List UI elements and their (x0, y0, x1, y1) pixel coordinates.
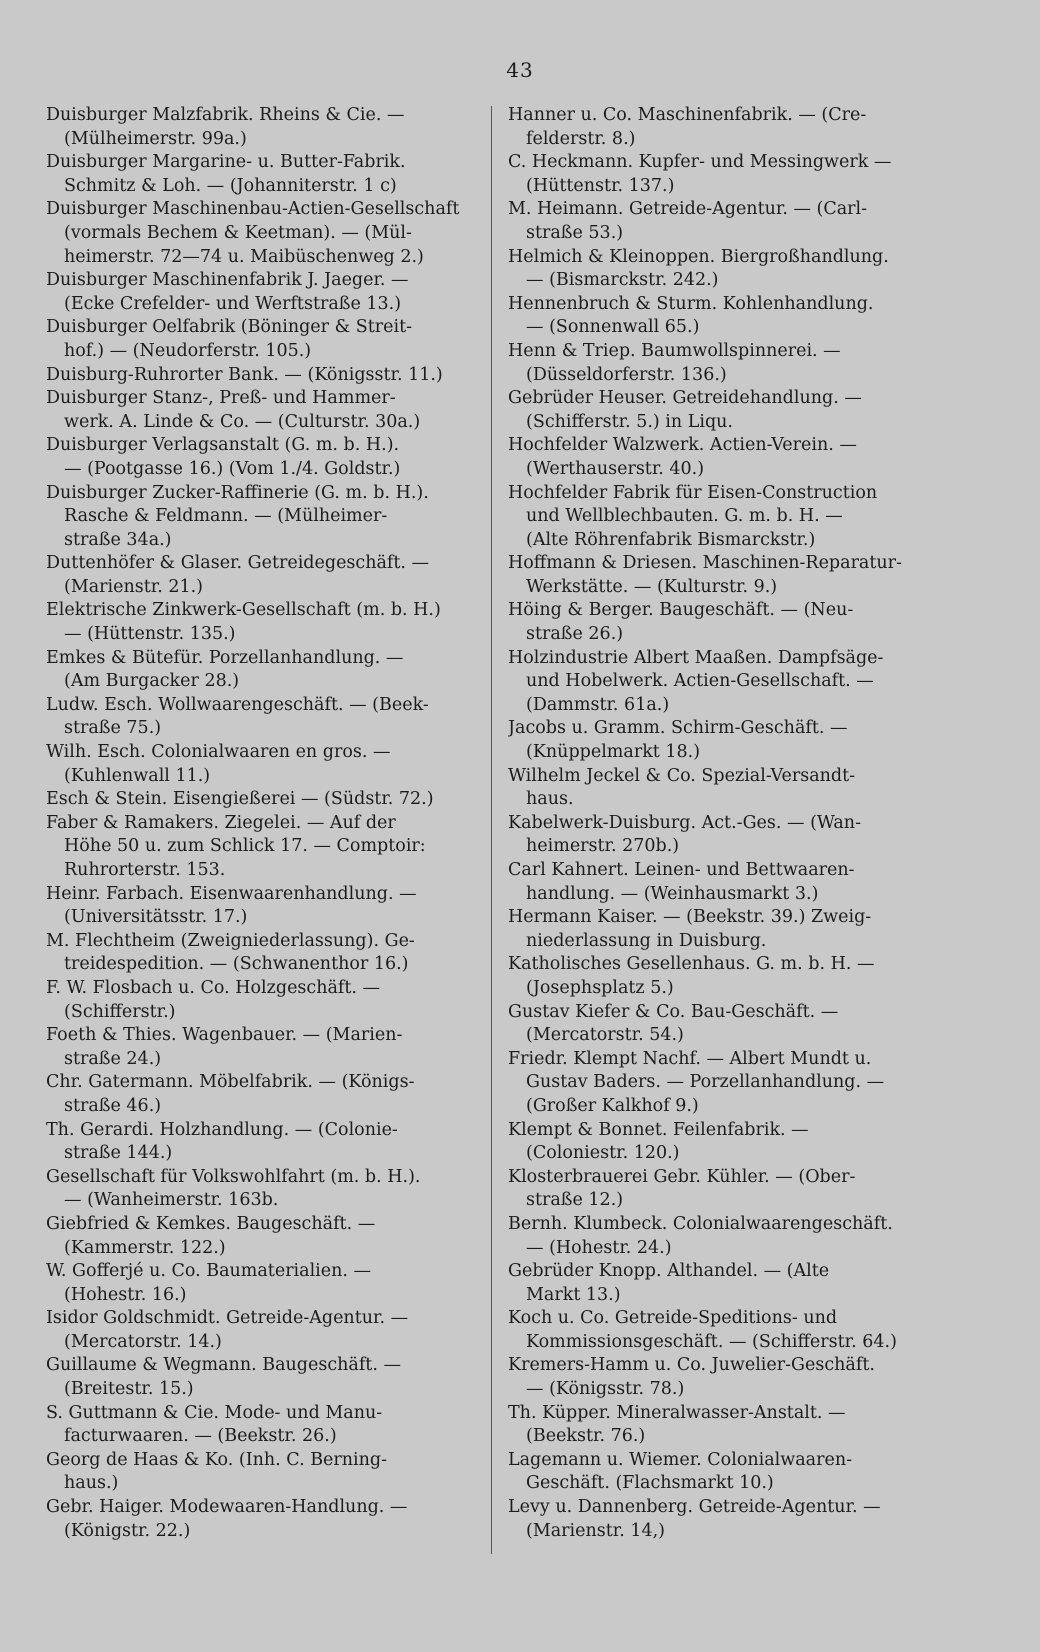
entry-line: Koch u. Co. Getreide-Speditions- und (508, 1308, 838, 1329)
entry-continuation-line: — (Königsstr. 78.) (526, 1379, 685, 1400)
entry-line: Chr. Gatermann. Möbelfabrik. — (Königs- (46, 1072, 415, 1093)
entry-line: Carl Kahnert. Leinen- und Bettwaaren- (508, 860, 855, 880)
entry-continuation-line: — (Hohestr. 24.) (526, 1237, 672, 1258)
entry-continuation-line: (Werthauserstr. 40.) (526, 458, 705, 479)
entry-line: Hochfelder Fabrik für Eisen-Construction (508, 482, 878, 503)
entry-line: S. Guttmann & Cie. Mode- und Manu- (46, 1402, 383, 1423)
entry-continuation-line: (Düsseldorferstr. 136.) (526, 364, 727, 385)
entry-line: Guillaume & Wegmann. Baugeschäft. — (46, 1355, 401, 1376)
entry-continuation-line: (Beekstr. 76.) (526, 1426, 646, 1447)
entry-line: Th. Küpper. Mineralwasser-Anstalt. — (508, 1402, 846, 1423)
entry-continuation-line: (Universitätsstr. 17.) (64, 907, 248, 928)
entry-line: Duisburger Oelfabrik (Böninger & Streit- (46, 317, 413, 338)
column-divider (491, 106, 492, 1554)
entry-continuation-line: (Josephsplatz 5.) (526, 977, 674, 998)
entry-continuation-line: (vormals Bechem & Keetman). — (Mül- (64, 222, 412, 243)
entry-line: Katholisches Gesellenhaus. G. m. b. H. — (508, 954, 875, 975)
entry-continuation-line: straße 24.) (64, 1048, 162, 1069)
entry-line: Giebfried & Kemkes. Baugeschäft. — (46, 1213, 376, 1234)
entry-line: Klempt & Bonnet. Feilenfabrik. — (508, 1119, 809, 1140)
entry-continuation-line: (Marienstr. 21.) (64, 576, 204, 597)
entry-continuation-line: (Ecke Crefelder- und Werftstraße 13.) (64, 293, 402, 314)
entry-line: Hochfelder Walzwerk. Actien-Verein. — (508, 435, 857, 456)
entry-continuation-line: Schmitz & Loh. — (Johanniterstr. 1 c) (64, 175, 397, 196)
entry-line: Gustav Kiefer & Co. Bau-Geschäft. — (508, 1001, 839, 1022)
entry-continuation-line: straße 46.) (64, 1095, 162, 1116)
entry-continuation-line: — (Sonnenwall 65.) (526, 317, 700, 338)
entry-line: Wilh. Esch. Colonialwaaren en gros. — (46, 742, 391, 763)
entry-continuation-line: und Wellblechbauten. G. m. b. H. — (526, 506, 843, 527)
entry-continuation-line: — (Bismarckstr. 242.) (526, 270, 719, 291)
entry-continuation-line: (Knüppelmarkt 18.) (526, 742, 701, 763)
entry-line: Holzindustrie Albert Maaßen. Dampfsäge- (508, 647, 884, 668)
entry-line: Foeth & Thies. Wagenbauer. — (Marien- (46, 1025, 403, 1046)
entry-line: Faber & Ramakers. Ziegelei. — Auf der (46, 812, 396, 833)
entry-line: Bernh. Klumbeck. Colonialwaarengeschäft. (508, 1213, 893, 1234)
entry-continuation-line: werk. A. Linde & Co. — (Culturstr. 30a.) (64, 411, 421, 432)
entry-continuation-line: — (Wanheimerstr. 163b. (64, 1190, 279, 1211)
entry-line: Esch & Stein. Eisengießerei — (Südstr. 72.) (46, 789, 434, 810)
entry-continuation-line: (Königstr. 22.) (64, 1520, 191, 1541)
entry-continuation-line: heimerstr. 270b.) (526, 836, 680, 857)
entry-continuation-line: straße 34a.) (64, 529, 172, 550)
entry-line: Duisburger Verlagsanstalt (G. m. b. H.). (46, 435, 400, 456)
entry-continuation-line: und Hobelwerk. Actien-Gesellschaft. — (526, 671, 874, 692)
entry-line: Levy u. Dannenberg. Getreide-Agentur. — (508, 1497, 881, 1518)
entry-continuation-line: straße 12.) (526, 1190, 624, 1211)
entry-line: Henn & Triep. Baumwollspinnerei. — (508, 340, 841, 361)
entry-line: Th. Gerardi. Holzhandlung. — (Colonie- (46, 1119, 398, 1140)
entry-continuation-line: Geschäft. (Flachsmarkt 10.) (526, 1473, 774, 1494)
entry-line: F. W. Flosbach u. Co. Holzgeschäft. — (46, 977, 381, 998)
entry-line: Friedr. Klempt Nachf. — Albert Mundt u. (508, 1048, 872, 1069)
entry-line: Duisburg-Ruhrorter Bank. — (Königsstr. 11.) (46, 364, 443, 385)
entry-line: C. Heckmann. Kupfer- und Messingwerk — (508, 152, 892, 173)
entry-line: Heinr. Farbach. Eisenwaarenhandlung. — (46, 883, 417, 904)
entry-continuation-line: haus. (526, 789, 574, 810)
entry-continuation-line: hof.) — (Neudorferstr. 105.) (64, 340, 312, 361)
entry-continuation-line: Markt 13.) (526, 1284, 621, 1305)
entry-continuation-line: treidespedition. — (Schwanenthor 16.) (64, 954, 409, 975)
entry-continuation-line: haus.) (64, 1473, 119, 1494)
entry-line: Isidor Goldschmidt. Getreide-Agentur. — (46, 1308, 409, 1329)
entry-line: Gebrüder Knopp. Althandel. — (Alte (508, 1261, 830, 1282)
page-number: 43 (506, 58, 534, 82)
entry-line: Duisburger Zucker-Raffinerie (G. m. b. H.). (46, 482, 429, 503)
entry-continuation-line: (Hüttenstr. 137.) (526, 175, 675, 196)
entry-line: Duisburger Stanz-, Preß- und Hammer- (46, 388, 396, 409)
right-column (508, 104, 936, 1543)
entry-continuation-line: Kommissionsgeschäft. — (Schifferstr. 64.) (526, 1331, 897, 1352)
entry-continuation-line: niederlassung in Duisburg. (526, 930, 767, 951)
entry-continuation-line: Höhe 50 u. zum Schlick 17. — Comptoir: (64, 836, 426, 857)
entry-line: Georg de Haas & Ko. (Inh. C. Berning- (46, 1449, 388, 1470)
entry-continuation-line: Gustav Baders. — Porzellanhandlung. — (526, 1072, 885, 1093)
entry-continuation-line: (Kuhlenwall 11.) (64, 765, 211, 786)
entry-line: Jacobs u. Gramm. Schirm-Geschäft. — (508, 718, 848, 739)
entry-line: Emkes & Bütefür. Porzellanhandlung. — (46, 647, 404, 668)
entry-continuation-line: — (Hüttenstr. 135.) (64, 624, 236, 645)
entry-line: Kremers-Hamm u. Co. Juwelier-Geschäft. (508, 1355, 875, 1376)
entry-line: Hermann Kaiser. — (Beekstr. 39.) Zweig- (508, 907, 872, 928)
entry-line: Lagemann u. Wiemer. Colonialwaaren- (508, 1449, 853, 1470)
entry-line: Hoffmann & Driesen. Maschinen-Reparatur- (508, 553, 902, 574)
entry-line: Ludw. Esch. Wollwaarengeschäft. — (Beek- (46, 694, 429, 715)
entry-continuation-line: (Dammstr. 61a.) (526, 694, 670, 715)
entry-continuation-line: (Alte Röhrenfabrik Bismarckstr.) (526, 529, 816, 550)
entry-continuation-line: (Mercatorstr. 14.) (64, 1331, 222, 1352)
entry-line: Gesellschaft für Volkswohlfahrt (m. b. H.). (46, 1166, 421, 1187)
entry-line: Wilhelm Jeckel & Co. Spezial-Versandt- (508, 765, 856, 786)
entry-continuation-line: straße 53.) (526, 222, 624, 243)
entry-line: Gebr. Haiger. Modewaaren-Handlung. — (46, 1497, 408, 1518)
entry-line: Helmich & Kleinoppen. Biergroßhandlung. (508, 246, 889, 267)
entry-line: Höing & Berger. Baugeschäft. — (Neu- (508, 600, 854, 621)
entry-line: W. Gofferjé u. Co. Baumaterialien. — (46, 1261, 372, 1282)
entry-continuation-line: (Großer Kalkhof 9.) (526, 1095, 699, 1116)
entry-continuation-line: (Mercatorstr. 54.) (526, 1025, 684, 1046)
entry-line: Klosterbrauerei Gebr. Kühler. — (Ober- (508, 1166, 856, 1187)
entry-line: Duttenhöfer & Glaser. Getreidegeschäft. — (46, 553, 430, 574)
entry-line: Hanner u. Co. Maschinenfabrik. — (Cre- (508, 105, 867, 125)
entry-continuation-line: (Mülheimerstr. 99a.) (64, 128, 247, 149)
entry-continuation-line: (Schifferstr.) (64, 1001, 176, 1022)
entry-continuation-line: heimerstr. 72—74 u. Maibüschenweg 2.) (64, 246, 424, 267)
entry-continuation-line: — (Pootgasse 16.) (Vom 1./4. Goldstr.) (64, 458, 401, 479)
entry-line: Gebrüder Heuser. Getreidehandlung. — (508, 388, 862, 409)
entry-continuation-line: straße 144.) (64, 1143, 173, 1164)
entry-line: Elektrische Zinkwerk-Gesellschaft (m. b. H.) (46, 600, 441, 621)
entry-continuation-line: (Am Burgacker 28.) (64, 671, 240, 692)
entry-continuation-line: (Breitestr. 15.) (64, 1379, 194, 1400)
entry-continuation-line: (Kammerstr. 122.) (64, 1237, 226, 1258)
entry-line: M. Heimann. Getreide-Agentur. — (Carl- (508, 199, 868, 220)
entry-continuation-line: Ruhrorterstr. 153. (64, 860, 226, 880)
entry-line: Duisburger Maschinenfabrik J. Jaeger. — (46, 270, 409, 291)
entry-continuation-line: straße 26.) (526, 624, 624, 645)
entry-continuation-line: (Marienstr. 14,) (526, 1520, 666, 1541)
entry-continuation-line: (Hohestr. 16.) (64, 1284, 187, 1305)
entry-continuation-line: Rasche & Feldmann. — (Mülheimer- (64, 506, 388, 527)
entry-continuation-line: felderstr. 8.) (526, 128, 636, 149)
entry-continuation-line: Werkstätte. — (Kulturstr. 9.) (526, 576, 778, 597)
entry-continuation-line: straße 75.) (64, 718, 162, 739)
entry-continuation-line: facturwaaren. — (Beekstr. 26.) (64, 1426, 337, 1447)
entry-line: Duisburger Maschinenbau-Actien-Gesellschaft (46, 199, 460, 220)
entry-line: M. Flechtheim (Zweigniederlassung). Ge- (46, 930, 415, 951)
left-column (46, 104, 478, 1543)
entry-continuation-line: (Coloniestr. 120.) (526, 1143, 680, 1164)
entry-line: Kabelwerk-Duisburg. Act.-Ges. — (Wan- (508, 812, 861, 833)
entry-continuation-line: (Schifferstr. 5.) in Liqu. (526, 411, 733, 432)
entry-line: Hennenbruch & Sturm. Kohlenhandlung. (508, 293, 874, 314)
entry-continuation-line: handlung. — (Weinhausmarkt 3.) (526, 883, 819, 904)
entry-line: Duisburger Malzfabrik. Rheins & Cie. — (46, 105, 405, 125)
entry-line: Duisburger Margarine- u. Butter-Fabrik. (46, 152, 406, 173)
